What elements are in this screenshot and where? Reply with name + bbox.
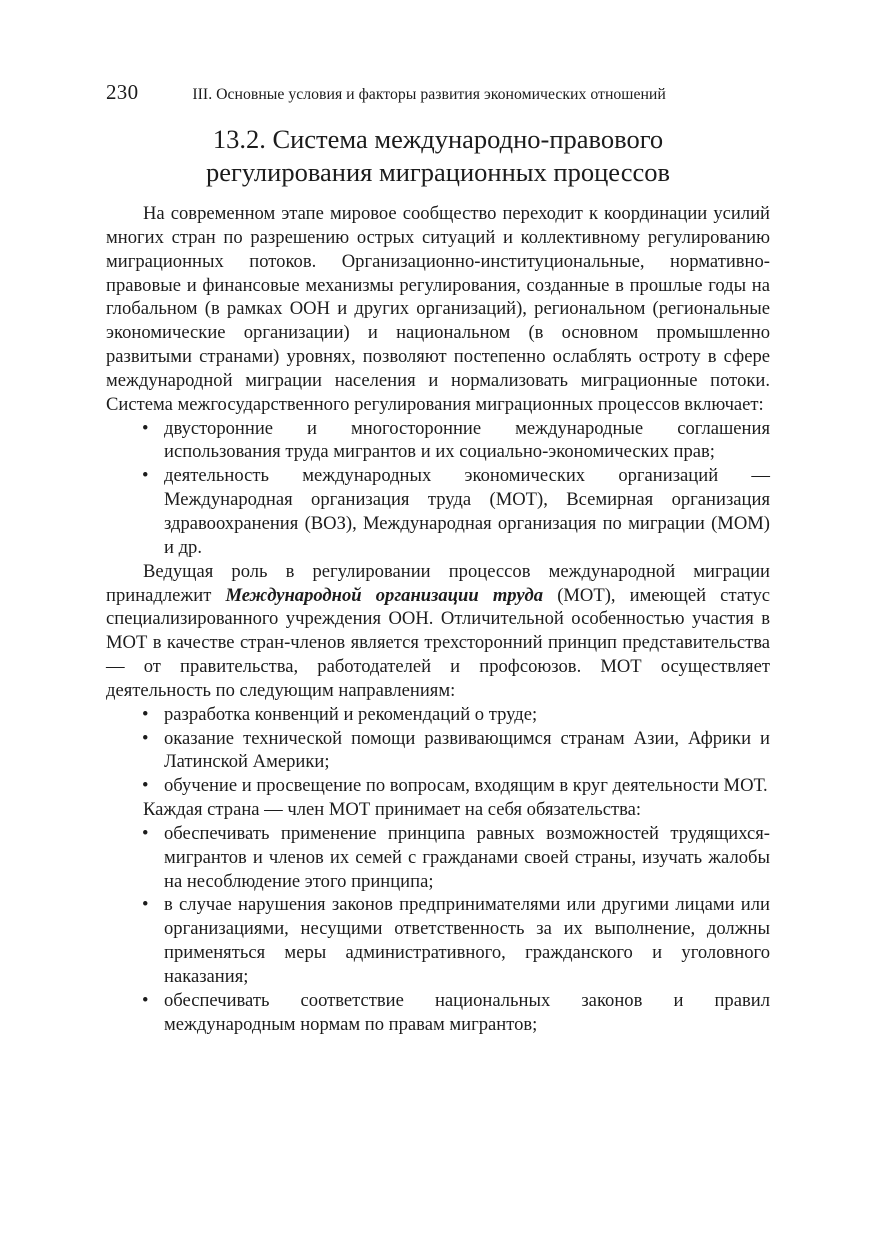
paragraph-obligations: Каждая страна — член МОТ принимает на себя обязательства: xyxy=(143,799,642,821)
list-item: • двусторонние и многосторонние международные соглашения использования труда мигрантов и их социально-экономических прав; xyxy=(106,417,770,465)
list-item: • разработка конвенций и рекомендаций о труде; xyxy=(106,703,770,727)
bullet-list-obligations xyxy=(106,822,770,1037)
paragraph-ilo-rest: (МОТ), имеющей статус специализированного учреждения ООН. Отличительной особенностью участия в МОТ в качестве стран-членов является трехсторонний принцип представительства — от правительства, работодателей и профсоюзов. МОТ осуществляет деятельность по следующим направлениям: xyxy=(106,584,770,701)
list-item: • обучение и просвещение по вопросам, входящим в круг деятельности МОТ. xyxy=(106,774,770,798)
paragraph-ilo-lead: Ведущая роль в регулировании процессов международной миграции принадлежит xyxy=(106,560,770,606)
paragraph-ilo xyxy=(106,560,770,703)
bullet-list-ilo-directions xyxy=(106,703,770,798)
list-item: • деятельность международных экономических организаций — Международная организация труда (МОТ), Всемирная организация здравоохранения (ВОЗ), Международная организация по миграции (МОМ) и др. xyxy=(106,464,770,559)
page-header xyxy=(106,80,770,105)
paragraph-intro: На современном этапе мировое сообщество переходит к координации усилий многих стран по разрешению острых ситуаций и коллективному регулированию миграционных потоков. Организационно-институциональные, нормативно-правовые и финансовые механизмы регулирования, созданные в прошлые годы на глобальном (в рамках ООН и других организаций), региональном (региональные экономические организации) и национальном (в основном промышленно развитыми странами) уровнях, позволяют постепенно ослаблять остроту в сфере международной миграции населения и нормализовать миграционные потоки. Система межгосударственного регулирования миграционных процессов включает: xyxy=(106,203,770,415)
running-head: III. Основные условия и факторы развития экономических отношений xyxy=(192,86,666,103)
list-item: • обеспечивать соответствие национальных законов и правил международным нормам по правам мигрантов; xyxy=(106,989,770,1037)
bullet-list-regulation xyxy=(106,417,770,560)
emphasized-term: Международной организации труда xyxy=(225,584,544,606)
list-item: • оказание технической помощи развивающимся странам Азии, Африки и Латинской Америки; xyxy=(106,727,770,775)
section-title-line-1: 13.2. Система международно-правового xyxy=(212,124,664,154)
section-title-line-2: регулирования миграционных процессов xyxy=(205,157,671,187)
body-text xyxy=(106,202,770,1037)
list-item: • в случае нарушения законов предпринимателями или другими лицами или организациями, несущими ответственность за их выполнение, должны применяться меры административного, гражданского и уголовного наказания; xyxy=(106,893,770,988)
list-item: • обеспечивать применение принципа равных возможностей трудящихся-мигрантов и членов их семей с гражданами своей страны, изучать жалобы на несоблюдение этого принципа; xyxy=(106,822,770,894)
page-number: 230 xyxy=(106,80,139,104)
section-title xyxy=(106,123,770,189)
